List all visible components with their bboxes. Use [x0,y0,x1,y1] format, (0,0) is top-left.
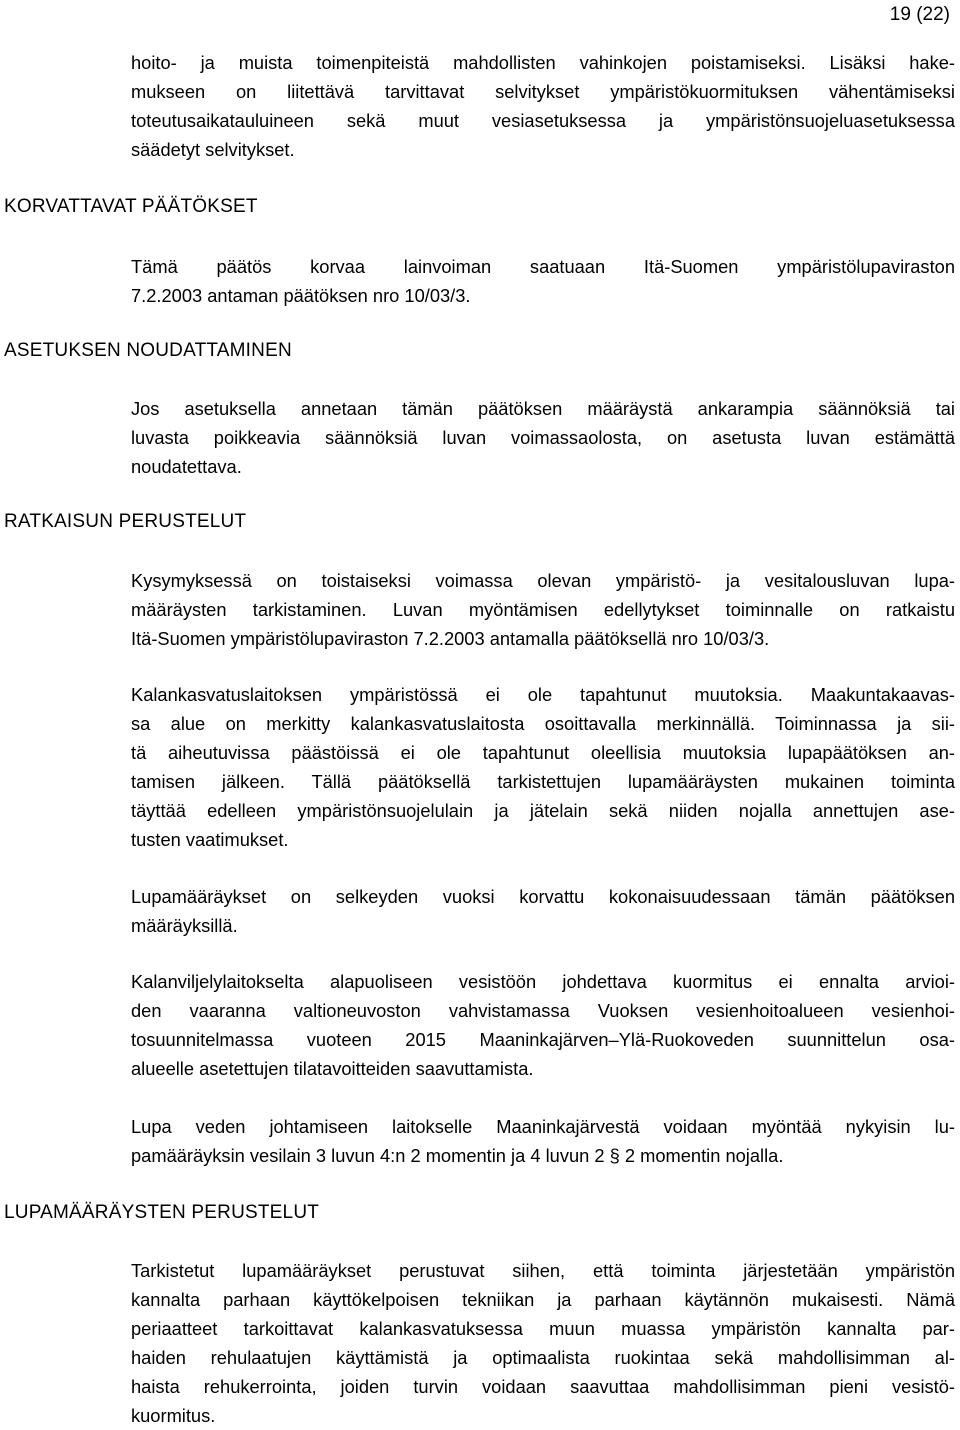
text-line: mukseen on liitettävä tarvittavat selvitykset ympäristökuormituksen vähentämiseksi [131,81,955,102]
section-heading-ratkaisun-perustelut: RATKAISUN PERUSTELUT [4,511,247,532]
text-line: määräysten tarkistaminen. Luvan myöntämisen edellytykset toiminnalle on ratkaistu [131,599,955,620]
text-line: tamisen jälkeen. Tällä päätöksellä tarkistettujen lupamääräysten mukainen toiminta [131,771,955,792]
paragraph [131,882,955,940]
text-line: tosuunnitelmassa vuoteen 2015 Maaninkajärven–Ylä-Ruokoveden suunnittelun osa- [131,1029,955,1050]
paragraph [131,967,955,1083]
text-line: luvasta poikkeavia säännöksiä luvan voimassaolosta, on asetusta luvan estämättä [131,427,955,448]
text-line: kannalta parhaan käyttökelpoisen tekniikan ja parhaan käytännön mukaisesti. Nämä [131,1289,955,1310]
text-line: Tarkistetut lupamääräykset perustuvat siihen, että toiminta järjestetään ympäristön [131,1260,955,1281]
text-line: alueelle asetettujen tilatavoitteiden saavuttamista. [131,1058,534,1079]
text-line: 7.2.2003 antaman päätöksen nro 10/03/3. [131,285,471,306]
text-line: den vaaranna valtioneuvoston vahvistamassa Vuoksen vesienhoitoalueen vesienhoi- [131,1000,955,1021]
text-line: Lupa veden johtamiseen laitokselle Maaninkajärvestä voidaan myöntää nykyisin lu- [131,1116,955,1137]
page-number: 19 (22) [889,4,950,25]
text-line: periaatteet tarkoittavat kalankasvatuksessa muun muassa ympäristön kannalta par- [131,1318,955,1339]
text-line: Tämä päätös korvaa lainvoiman saatuaan Itä-Suomen ympäristölupaviraston [131,256,955,277]
text-line: toteutusaikatauluineen sekä muut vesiasetuksessa ja ympäristönsuojeluasetuksessa [131,110,955,131]
text-line: määräyksillä. [131,915,238,936]
paragraph [131,252,955,310]
section-heading-lupamaaraysten-perustelut: LUPAMÄÄRÄYSTEN PERUSTELUT [4,1202,320,1223]
text-line: täyttää edelleen ympäristönsuojelulain ja jätelain sekä niiden nojalla annettujen ase- [131,800,955,821]
text-line: tusten vaatimukset. [131,829,289,850]
text-line: Kysymyksessä on toistaiseksi voimassa olevan ympäristö- ja vesitalousluvan lupa- [131,570,955,591]
text-line: noudatettava. [131,456,242,477]
paragraph [131,680,955,854]
text-line: Jos asetuksella annetaan tämän päätöksen määräystä ankarampia säännöksiä tai [131,398,955,419]
text-line: Lupamääräykset on selkeyden vuoksi korvattu kokonaisuudessaan tämän päätöksen [131,886,955,907]
text-line: säädetyt selvitykset. [131,139,295,160]
text-line: tä aiheutuvissa päästöissä ei ole tapahtunut oleellisia muutoksia lupapäätöksen an- [131,742,955,763]
text-line: haiden rehulaatujen käyttämistä ja optimaalista ruokintaa sekä mahdollisimman al- [131,1347,955,1368]
text-line: hoito- ja muista toimenpiteistä mahdollisten vahinkojen poistamiseksi. Lisäksi hake- [131,52,955,73]
paragraph [131,1112,955,1170]
paragraph [131,566,955,653]
text-line: Kalankasvatuslaitoksen ympäristössä ei ole tapahtunut muutoksia. Maakuntakaavas- [131,684,955,705]
paragraph [131,394,955,481]
text-line: pamääräyksin vesilain 3 luvun 4:n 2 momentin ja 4 luvun 2 § 2 momentin nojalla. [131,1145,784,1166]
section-heading-korvattavat-paatokset: KORVATTAVAT PÄÄTÖKSET [4,196,258,217]
paragraph [131,1256,955,1430]
intro-paragraph [131,48,955,164]
section-heading-asetuksen-noudattaminen: ASETUKSEN NOUDATTAMINEN [4,340,292,361]
text-line: haista rehukerrointa, joiden turvin voidaan saavuttaa mahdollisimman pieni vesistö- [131,1376,955,1397]
text-line: Itä-Suomen ympäristölupaviraston 7.2.2003 antamalla päätöksellä nro 10/03/3. [131,628,770,649]
text-line: kuormitus. [131,1405,216,1426]
text-line: Kalanviljelylaitokselta alapuoliseen vesistöön johdettava kuormitus ei ennalta arvioi- [131,971,955,992]
text-line: sa alue on merkitty kalankasvatuslaitosta osoittavalla merkinnällä. Toiminnassa ja sii- [131,713,955,734]
